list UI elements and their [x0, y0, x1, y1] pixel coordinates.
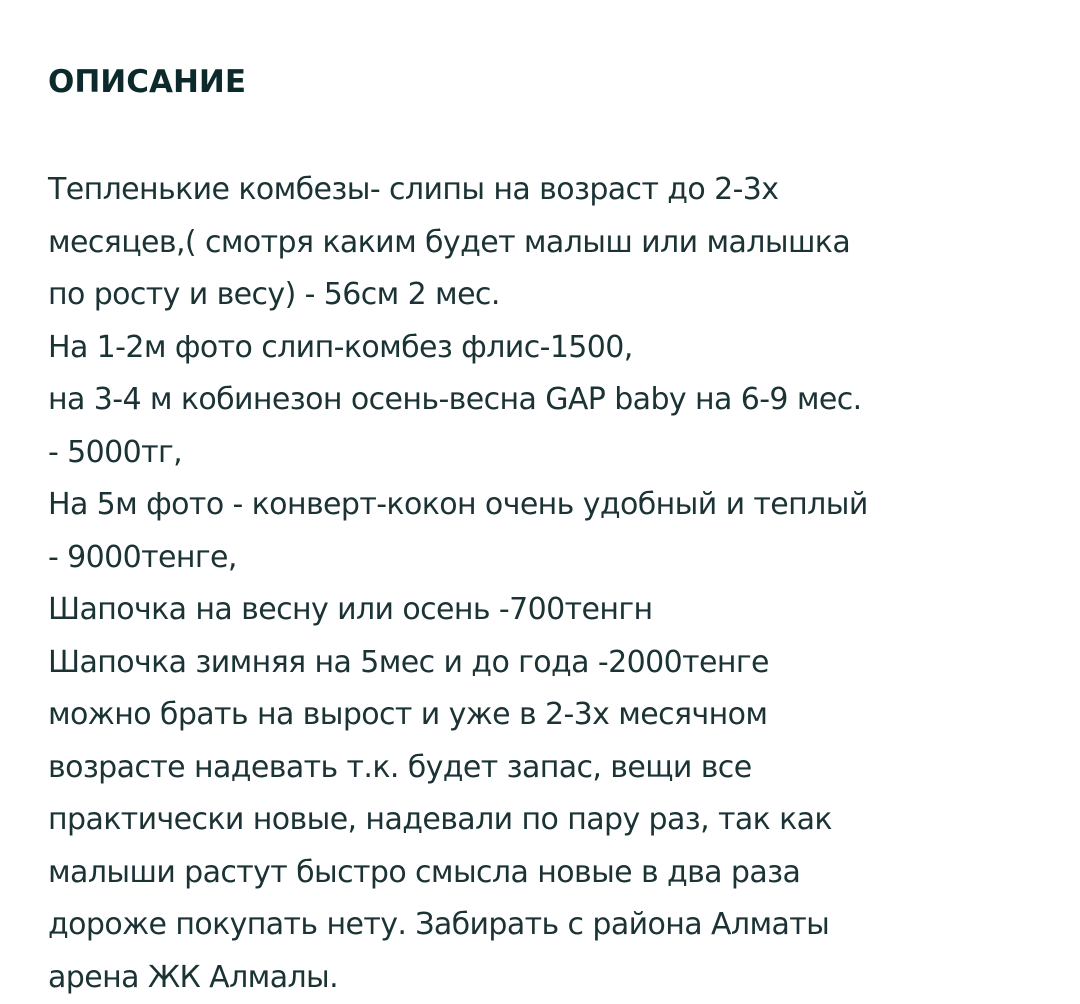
- description-line: практически новые, надевали по пару раз, так как: [48, 794, 1048, 847]
- description-line: на 3-4 м кобинезон осень-весна GAP baby на 6-9 мес.: [48, 374, 1048, 427]
- description-line: Шапочка на весну или осень -700тенгн: [48, 584, 1048, 637]
- description-line: по росту и весу) - 56см 2 мес.: [48, 269, 1048, 322]
- description-line: возрасте надевать т.к. будет запас, вещи все: [48, 742, 1048, 795]
- description-line: малыши растут быстро смысла новые в два раза: [48, 847, 1048, 900]
- description-line: арена ЖК Алмалы.: [48, 952, 1048, 1004]
- description-line: Тепленькие комбезы- слипы на возраст до 2-3х: [48, 164, 1048, 217]
- description-text: [48, 164, 1048, 1004]
- description-line: - 5000тг,: [48, 427, 1048, 480]
- description-line: На 5м фото - конверт-кокон очень удобный и теплый: [48, 479, 1048, 532]
- description-line: Шапочка зимняя на 5мес и до года -2000тенге: [48, 637, 1048, 690]
- description-line: На 1-2м фото слип-комбез флис-1500,: [48, 322, 1048, 375]
- description-line: месяцев,( смотря каким будет малыш или малышка: [48, 217, 1048, 270]
- description-line: дороже покупать нету. Забирать с района Алматы: [48, 899, 1048, 952]
- description-line: - 9000тенге,: [48, 532, 1048, 585]
- description-line: можно брать на вырост и уже в 2-3х месячном: [48, 689, 1048, 742]
- section-title: ОПИСАНИЕ: [48, 62, 1040, 102]
